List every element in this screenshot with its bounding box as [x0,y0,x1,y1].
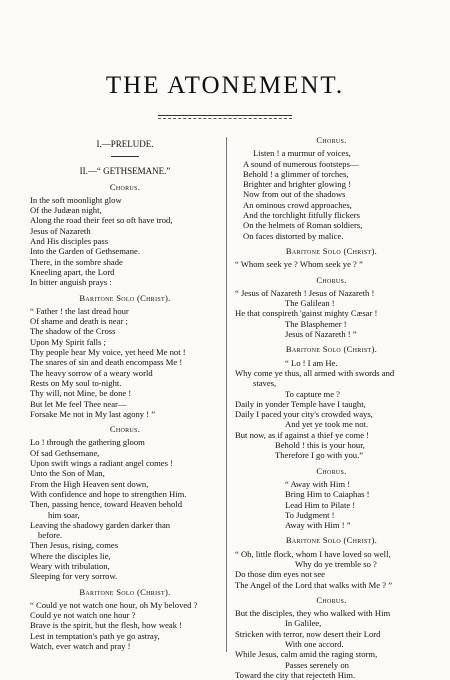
verse-line: While Jesus, calm amid the raging storm, [235,649,378,660]
title-ornament-rule [158,115,292,120]
verse-line: Upon My Spirit falls ; [30,336,106,347]
verse-block [30,600,220,651]
chorus-label: Chorus. [316,135,347,145]
verse-line: Why do ye tremble so ? [295,558,377,569]
verse-line: A sound of numerous footsteps— [243,158,359,169]
verse-line: Then Jesus, rising, comes [30,540,119,551]
verse-line: The heavy sorrow of a weary world [30,367,153,378]
verse-line: “ Oh, little flock, whom I have loved so well, [235,548,391,559]
verse-block [235,549,428,590]
verse-line: But now, as if against a thief ye come ! [235,429,370,440]
section-heading-prelude: I.—PRELUDE. [96,139,154,149]
verse-line: The snares of sin and death encompass Me ! [30,357,183,368]
verse-line: Jesus of Nazareth ! ” [285,329,357,340]
verse-line: staves, [253,378,277,389]
verse-line: Thy will, not Mine, be done ! [30,388,132,399]
left-column [30,135,220,651]
verse-line: The shadow of the Cross [30,326,116,337]
solo-label: Baritone Solo (Christ). [79,586,171,597]
verse-line: The Angel of the Lord that walks with Me ? ” [235,579,393,590]
chorus-label: Chorus. [316,594,347,605]
verse-line: In bitter anguish prays : [30,277,112,288]
verse-line: Of the Judæan night, [30,205,102,216]
verse-line: Away with Him ! ” [285,520,351,531]
solo-label: Baritone Solo (Christ). [285,535,378,546]
verse-line: Along the road their feet so oft have trod, [30,215,173,226]
verse-block [30,195,220,288]
verse-line: On faces distorted by malice. [243,230,344,241]
verse-line: And yet ye took me not. [285,419,369,430]
verse-line: Brave is the spirit, but the flesh, how weak ! [30,620,183,631]
verse-line: Bring Him to Caiaphas ! [285,489,370,500]
verse-line: Forsake Me not in My last agony ! ” [30,408,156,419]
verse-line: “ Father ! the last dread hour [30,305,129,316]
chorus-label: Chorus. [109,424,141,435]
verse-line: He that conspireth 'gainst mighty Cæsar ! [235,308,378,319]
verse-block [235,148,428,241]
verse-line: Daily in yonder Temple have I taught, [235,398,366,409]
chorus-label: Chorus. [316,465,347,476]
verse-line: Behold ! a glimmer of torches, [243,168,349,179]
verse-line: The Galilean ! [285,298,335,309]
verse-line: Listen ! a murmur of voices, [253,148,351,159]
verse-line: “ Lo ! I am He. [285,357,338,368]
verse-block [235,608,428,680]
verse-line: With one accord. [285,639,344,650]
verse-line: Rests on My soul to-night. [30,377,122,388]
verse-line: In the soft moonlight glow [30,194,122,205]
verse-line: Jesus of Nazareth [30,225,91,236]
verse-line: Behold ! this is your hour, [275,440,365,451]
verse-line: Of sad Gethsemane, [30,447,100,458]
verse-line: Then, passing hence, toward Heaven behold [30,499,183,510]
solo-label: Baritone Solo (Christ). [285,344,378,355]
verse-line: Stricken with terror, now desert their Lord [235,628,381,639]
verse-line: Why come ye thus, all armed with swords and [235,367,395,378]
verse-line: before. [38,530,63,541]
verse-block [235,259,428,269]
verse-line: But the disciples, they who walked with Him [235,608,391,619]
verse-line: Of shame and death is near ; [30,316,128,327]
verse-line: Where the disciples lie, [30,550,111,561]
verse-line: Passes serenely on [285,659,349,670]
verse-line: To capture me ? [285,388,340,399]
verse-line: Upon swift wings a radiant angel comes ! [30,458,173,469]
verse-line: Lo ! through the gathering gloom [30,437,145,448]
verse-block [30,306,220,419]
verse-line: Kneeling apart, the Lord [30,266,115,277]
verse-line: There, in the sombre shade [30,256,123,267]
verse-line: Now from out of the shadows [243,189,346,200]
verse-line: Could ye not watch one hour ? [30,610,136,621]
verse-line: “ Away with Him ! [285,478,351,489]
verse-block [30,437,220,581]
verse-line: With confidence and hope to strengthen Him. [30,488,187,499]
verse-block [235,358,428,461]
verse-line: Lest in temptation's path ye go astray, [30,630,160,641]
verse-line: To Judgment ! [285,509,335,520]
verse-line: Toward the city that rejecteth Him. [235,669,356,680]
section-heading-gethsemane: II.—“ GETHSEMANE.” [79,166,171,177]
verse-line: On the helmets of Roman soldiers, [243,220,363,231]
verse-line: From the High Heaven sent down, [30,478,149,489]
page-title: THE ATONEMENT. [105,72,345,99]
verse-line: Daily I paced your city's crowded ways, [235,409,373,420]
verse-line: “ Jesus of Nazareth ! Jesus of Nazareth ! [235,287,375,298]
chorus-label: Chorus. [316,274,347,285]
verse-line: In Galilee, [285,618,322,629]
chorus-label: Chorus. [109,181,141,192]
solo-label: Baritone Solo (Christ). [285,245,378,256]
verse-line: Lead Him to Pilate ! [285,499,356,510]
verse-line: him soar, [48,509,80,520]
verse-line: “ Whom seek ye ? Whom seek ye ? ” [235,259,363,270]
verse-line: Into the Garden of Gethsemane. [30,246,141,257]
verse-block [235,288,428,339]
verse-line: The Blasphemer ! [285,318,347,329]
verse-line: And the torchlight fitfully flickers [243,210,360,221]
verse-line: “ Could ye not watch one hour, oh My beloved ? [30,599,198,610]
verse-line: Watch, ever watch and pray ! [30,641,131,652]
verse-line: Unto the Son of Man, [30,468,105,479]
verse-line: Weary with tribulation, [30,560,110,571]
column-divider [226,137,227,652]
verse-line: Therefore I go with you.” [275,450,364,461]
section-rule [111,156,139,157]
verse-line: Do those dim eyes not see [235,569,325,580]
verse-block [235,479,428,530]
verse-line: Brighter and brighter glowing ! [243,179,351,190]
verse-line: Sleeping for very sorrow. [30,571,118,582]
verse-line: Leaving the shadowy garden darker than [30,519,171,530]
right-column [235,135,428,680]
verse-line: And His disciples pass [30,236,109,247]
verse-line: But let Me feel Thee near— [30,398,127,409]
solo-label: Baritone Solo (Christ). [79,292,171,303]
verse-line: An ominous crowd approaches, [243,199,352,210]
verse-line: Thy people hear My voice, yet heed Me not ! [30,347,186,358]
